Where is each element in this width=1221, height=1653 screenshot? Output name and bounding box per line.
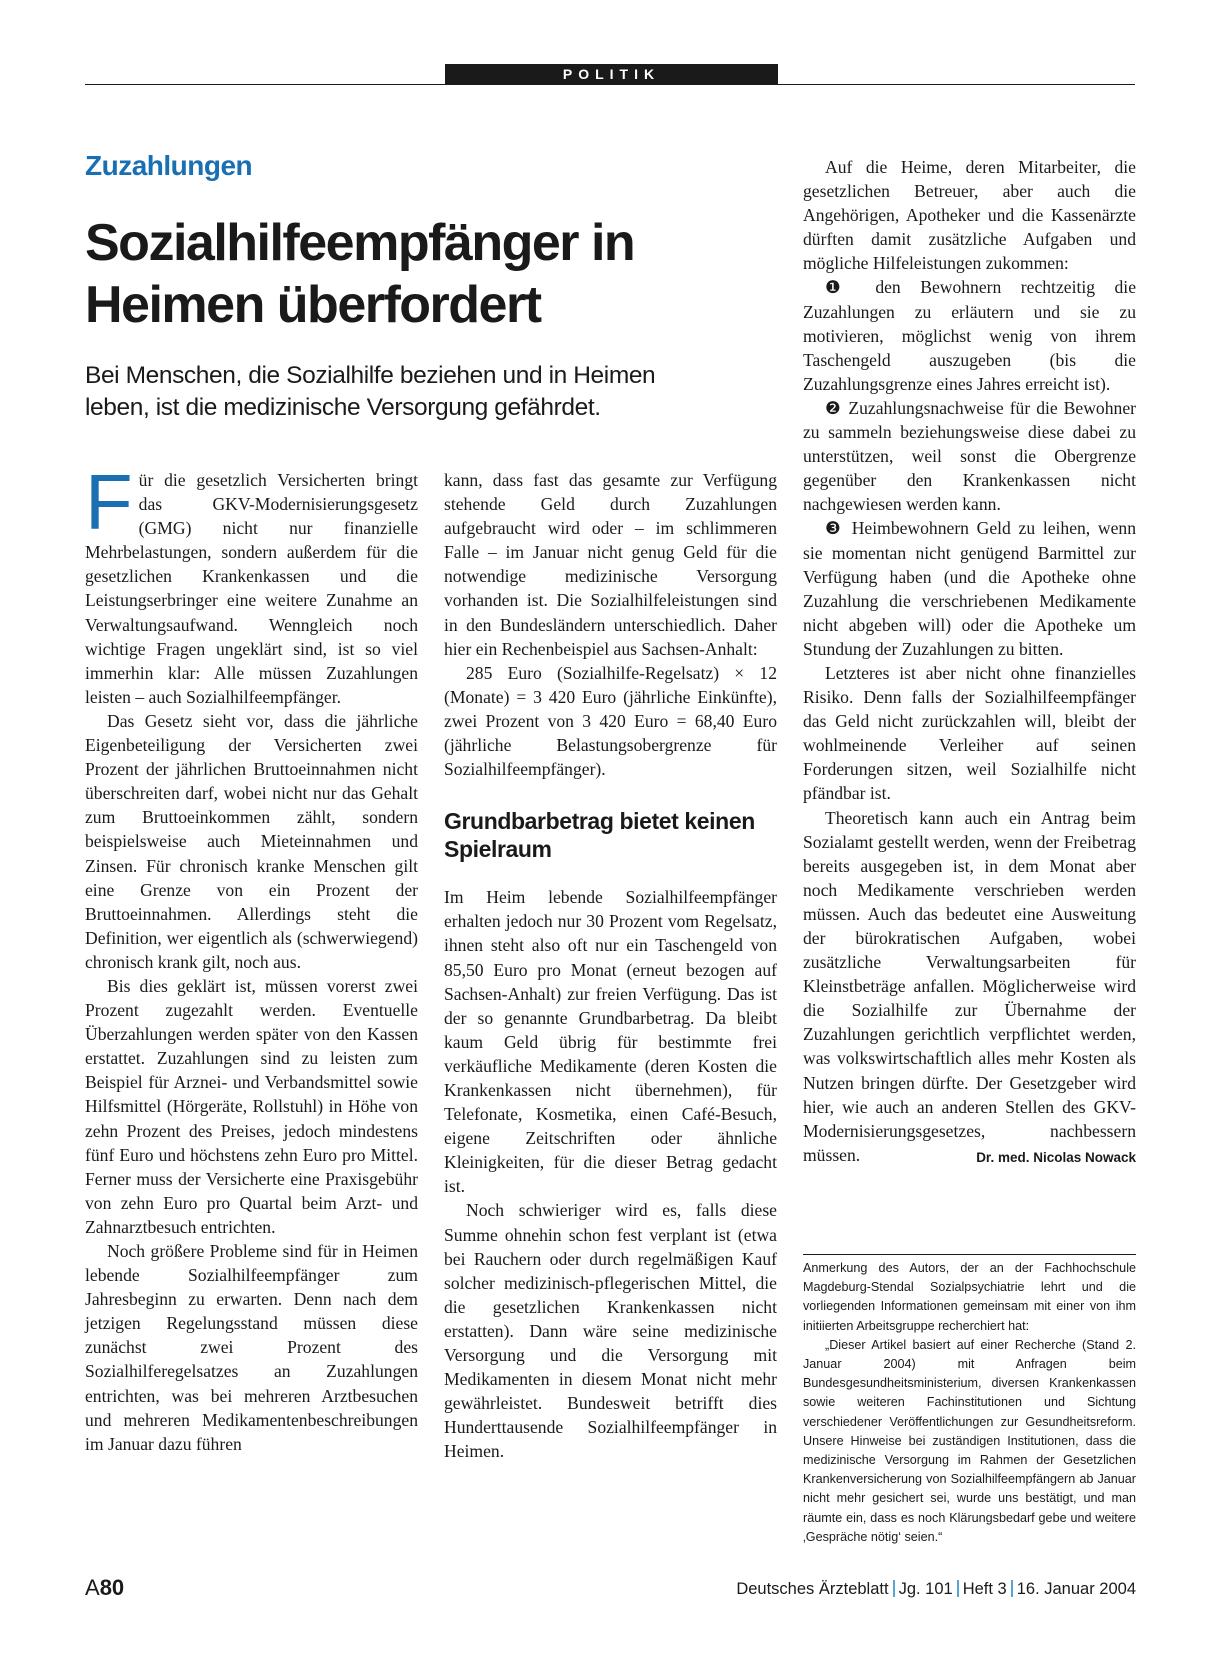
footer-citation (736, 1580, 1136, 1599)
body-paragraph: Noch schwieriger wird es, falls diese Summe ohnehin schon fest verplant ist (etwa bei Rauchern oder durch regelmäßigen Kauf solcher medizinisch-pflegerischen Mittel, die die gesetzlichen Krankenkassen nicht erstatten). Dann wäre seine medizinische Versorgung und die Versorgung mit Medikamenten in diesem Monat nicht mehr gewährleistet. Bundesweit betrifft dies Hunderttausende Sozialhilfeempfänger in Heimen. (444, 1200, 777, 1462)
article-column-1 (85, 458, 418, 1456)
section-subheading: Grundbarbetrag bietet keinen Spielraum (444, 808, 755, 863)
article-headline: Sozialhilfeempfänger in Heimen überfordert (85, 214, 635, 334)
body-paragraph (803, 806, 1136, 1167)
paragraph-text: ür die gesetzlich Versicherten bringt das GKV-Modernisierungsgesetz (GMG) nicht nur finanzielle Mehrbelastungen, sondern außerdem für die gesetzlichen Krankenkassen und die Leistungserbringer eine weitere Zunahme an Verwaltungsaufwand. Wenngleich noch wichtige Fragen ungeklärt sind, ist so viel immerhin klar: Alle müssen Zuzahlungen leisten – auch Sozialhilfeempfänger. (85, 470, 418, 707)
body-paragraph: Auf die Heime, deren Mitarbeiter, die gesetzlichen Betreuer, aber auch die Angehörigen, Apotheker und die Kassenärzte dürften damit zusätzliche Aufgaben und mögliche Hilfeleistungen zukommen: (803, 157, 1136, 274)
body-paragraph: Das Gesetz sieht vor, dass die jährliche Eigenbeteiligung der Versicherten zwei Prozent der jährlichen Bruttoeinnahmen nicht überschreiten darf, wobei nicht nur das Gehalt zum Bruttoeinkommen zählt, sondern beispielsweise auch Mieteinnahmen und Zinsen. Für chronisch kranke Menschen gilt eine Grenze von ein Prozent der Bruttoeinnahmen. Allerdings steht die Definition, wer eigentlich als (schwerwiegend) chronisch krank gilt, noch aus. (85, 710, 418, 972)
note-rule (803, 1254, 1136, 1255)
body-paragraph: Bis dies geklärt ist, müssen vorerst zwei Prozent zugezahlt werden. Eventuelle Überzahlungen werden später von den Kassen erstattet. Zuzahlungen sind zu leisten zum Beispiel für Arznei- und Verbandsmittel sowie Hilfsmittel (Hörgeräte, Rollstuhl) in Höhe von zehn Prozent des Preises, jedoch mindestens fünf Euro und höchstens zehn Euro pro Mittel. Ferner muss der Versicherte eine Praxisgebühr von zehn Euro pro Quartal beim Arzt- und Zahnarztbesuch entrichten. (85, 975, 418, 1237)
note-quote: „Dieser Artikel basiert auf einer Recherche (Stand 2. Januar 2004) mit Anfragen beim Bundesgesundheitsministerium, diversen Krankenkassen sowie weiteren Fachinstitutionen und Sichtung verschiedener Veröffentlichungen zur Gesundheitsreform. Unsere Hinweise bei zuständigen Institutionen, dass die medizinische Versorgung im Rahmen der Gesetzlichen Krankenversicherung von Sozialhilfeempfängern ab Januar nicht mehr gesichert sei, wurde uns bestätigt, und man räumte ein, dass es noch Klärungsbedarf gebe und weitere ‚Gespräche nötig‘ seien.“ (803, 1337, 1136, 1544)
list-item: ❶ den Bewohnern rechtzeitig die Zuzahlungen zu erläutern und sie zu motivieren, möglichst wenig von ihrem Taschengeld auszugeben (bis die Zuzahlungsgrenze eines Jahres erreicht ist). (803, 277, 1136, 394)
journal-volume: Jg. 101 (898, 1580, 953, 1598)
footer-separator (893, 1580, 895, 1597)
footer-separator (957, 1580, 959, 1597)
body-paragraph: Noch größere Probleme sind für in Heimen lebende Sozialhilfeempfänger zum Jahresbeginn zu erwarten. Denn nach dem jetzigen Regelungsstand müssen diese zunächst zwei Prozent des Sozialhilferegelsatzes an Zuzahlungen entrichten, was bei mehreren Arztbesuchen und mehreren Medikamentenbeschreibungen im Januar dazu führen (85, 1241, 418, 1454)
calculation-example: 285 Euro (Sozialhilfe-Regelsatz) × 12 (Monate) = 3 420 Euro (jährliche Einkünfte), zwei Prozent von 3 420 Euro = 68,40 Euro (jährliche Belastungsobergrenze für Sozialhilfeempfänger). (444, 662, 777, 780)
author-name: Dr. med. Nicolas Nowack (976, 1149, 1136, 1165)
footer-separator (1011, 1580, 1013, 1597)
section-label: POLITIK (445, 64, 778, 85)
page-number (85, 1575, 124, 1601)
body-paragraph (85, 458, 418, 709)
journal-issue: Heft 3 (962, 1580, 1007, 1598)
body-paragraph: Im Heim lebende Sozialhilfeempfänger erhalten jedoch nur 30 Prozent vom Regelsatz, ihnen steht also oft nur ein Taschengeld von 85,50 Euro pro Monat (erneut bezogen auf Sachsen-Anhalt) zur freien Verfügung. Das ist der so genannte Grundbarbetrag. Da bleibt kaum Geld übrig für bestimmte frei verkäufliche Medikamente (deren Kosten die Krankenkassen nicht übernehmen), für Telefonate, Kosmetika, einen Café-Besuch, eigene Zeitschriften oder ähnliche Kleinigkeiten, für die dieser Betrag gedacht ist. (444, 887, 777, 1197)
article-column-3 (803, 155, 1136, 1170)
article-kicker: Zuzahlungen (85, 150, 253, 181)
page-prefix: A (85, 1575, 100, 1600)
author-note (803, 1259, 1136, 1547)
page-number-value: 80 (99, 1575, 125, 1600)
body-paragraph: kann, dass fast das gesamte zur Verfügung stehende Geld durch Zuzahlungen aufgebraucht wird oder – im schlimmeren Falle – im Januar nicht genug Geld für die notwendige medizinische Versorgung vorhanden ist. Die Sozialhilfeleistungen sind in den Bundesländern unterschiedlich. Daher hier ein Rechenbeispiel aus Sachsen-Anhalt: (444, 470, 777, 659)
drop-cap: F (85, 458, 133, 546)
list-item: ❸ Heimbewohnern Geld zu leihen, wenn sie momentan nicht genügend Barmittel zur Verfügung haben (und die Apotheke ohne Zuzahlung die verschriebenen Medikamente nicht abgeben will) oder die Apotheke um Stundung der Zuzahlungen zu bitten. (803, 518, 1136, 659)
list-item: ❷ Zuzahlungsnachweise für die Bewohner zu sammeln beziehungsweise diese dabei zu unterstützen, weil sonst die Obergrenze gegenüber den Krankenkassen nicht nachgewiesen werden kann. (803, 397, 1136, 515)
note-intro: Anmerkung des Autors, der an der Fachhochschule Magdeburg-Stendal Sozialpsychiatrie lehrt und die vorliegenden Informationen gemeinsam mit einer von ihm initiierten Arbeitsgruppe recherchiert hat: (803, 1261, 1136, 1333)
article-lead: Bei Menschen, die Sozialhilfe beziehen und in Heimen leben, ist die medizinische Versorgung gefährdet. (85, 362, 656, 421)
article-column-2 (444, 468, 777, 1463)
journal-date: 16. Januar 2004 (1016, 1580, 1136, 1598)
body-paragraph: Letzteres ist aber nicht ohne finanzielles Risiko. Denn falls der Sozialhilfeempfänger das Geld nicht zurückzahlen will, bleibt der wohlmeinende Verleiher auf seinen Forderungen sitzen, weil Sozialhilfe nicht pfändbar ist. (803, 662, 1136, 804)
paragraph-text: Theoretisch kann auch ein Antrag beim Sozialamt gestellt werden, wenn der Freibetrag bereits ausgegeben ist, in dem Monat aber noch Medikamente verschrieben werden müssen. Auch das bedeutet eine Ausweitung der bürokratischen Aufgaben, wobei zusätzliche Verwaltungsarbeiten für Kleinstbeträge anfallen. Möglicherweise wird die Sozialhilfe zur Übernahme der Zuzahlungen gerichtlich verpflichtet werden, was volkswirtschaftlich alles mehr Kosten als Nutzen bringen dürfte. Der Gesetzgeber wird hier, wie auch an anderen Stellen des GKV-Modernisierungsgesetzes, nachbessern müssen. (803, 807, 1136, 1165)
journal-name: Deutsches Ärzteblatt (736, 1580, 889, 1598)
